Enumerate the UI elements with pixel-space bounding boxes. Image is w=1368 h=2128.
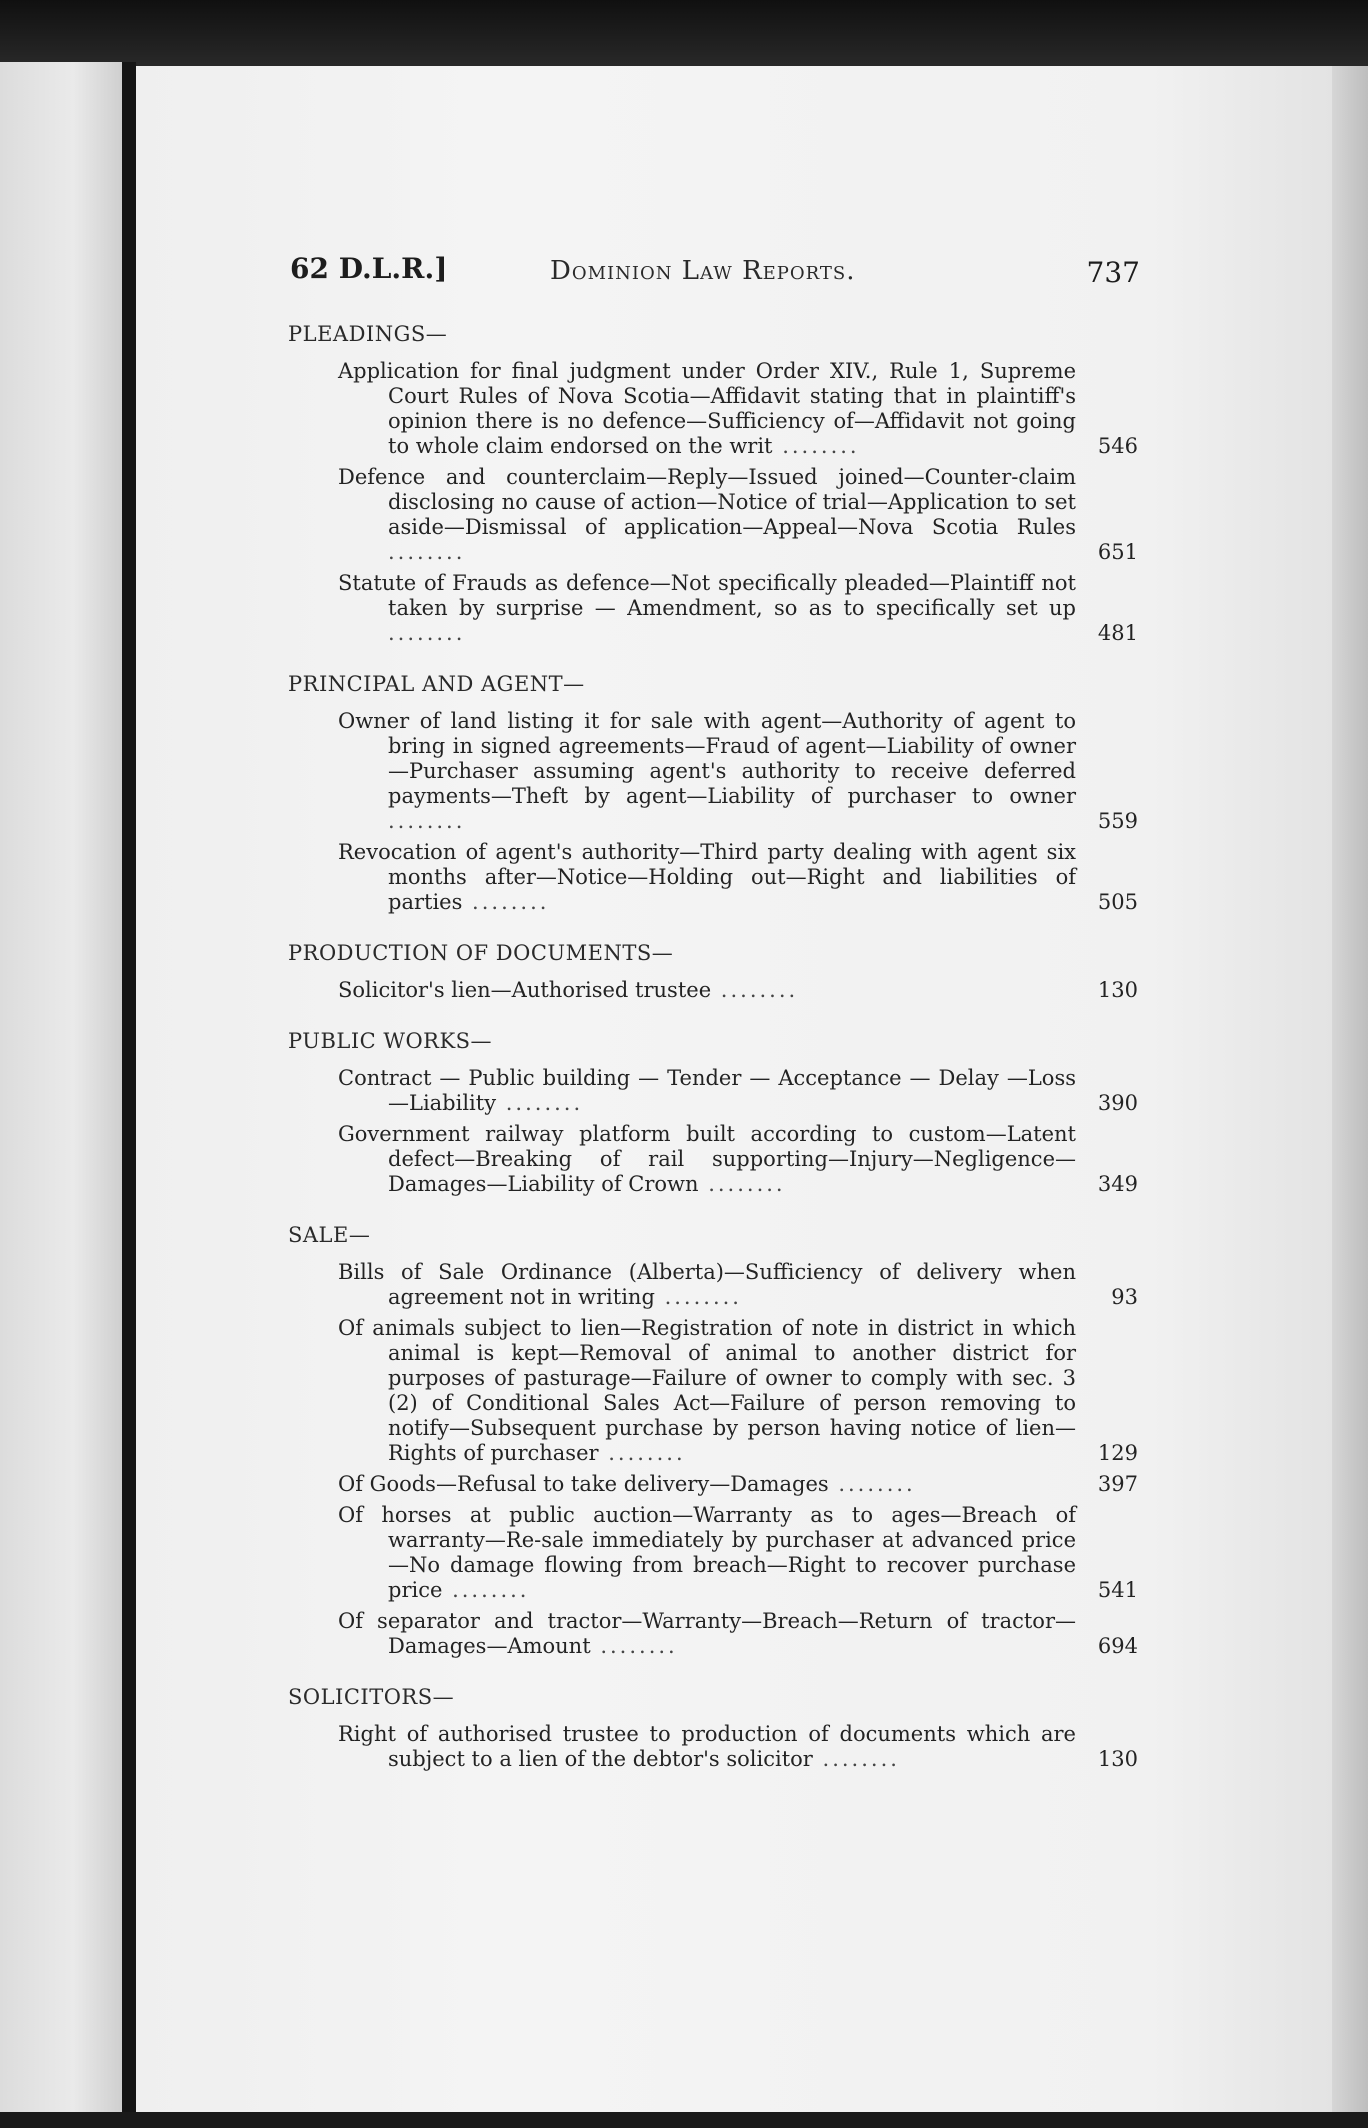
dot-leader: ........	[388, 621, 466, 645]
index-section	[288, 1223, 1138, 1659]
entry-page-number: 694	[1097, 1634, 1138, 1658]
dot-leader: ........	[828, 1472, 916, 1496]
book-binding	[122, 62, 136, 2128]
index-entry	[288, 840, 1138, 915]
entry-page-number: 559	[1097, 809, 1138, 833]
running-header	[290, 252, 1140, 302]
dot-leader: ........	[812, 1747, 900, 1771]
entry-page-number: 651	[1097, 540, 1138, 564]
index-section	[288, 322, 1138, 646]
entry-page-number: 130	[1097, 978, 1138, 1002]
index-entry	[288, 1503, 1138, 1603]
index-section	[288, 1685, 1138, 1772]
index-section	[288, 672, 1138, 915]
entry-text: Of horses at public auction—Warranty as to ages—Breach of warranty—Re-sale immediately by purchaser at advanced price—No damage flowing from breach—Right to recover purchase price	[338, 1503, 1076, 1602]
index-entry	[288, 465, 1138, 565]
dot-leader: ........	[711, 978, 799, 1002]
index-entry	[288, 1316, 1138, 1466]
dot-leader: ........	[698, 1172, 786, 1196]
page-edge-right	[1332, 66, 1368, 2128]
dot-leader: ........	[598, 1441, 686, 1465]
entry-page-number: 129	[1097, 1441, 1138, 1465]
dot-leader: ........	[388, 809, 466, 833]
dot-leader: ........	[462, 890, 550, 914]
entry-page-number: 93	[1111, 1285, 1138, 1309]
scan-top-edge	[0, 0, 1368, 70]
index-entry	[288, 1122, 1138, 1197]
section-title: PUBLIC WORKS—	[288, 1029, 493, 1053]
entry-text: Owner of land listing it for sale with agent—Authority of agent to bring in signed agreements—Fraud of agent—Liability of owner—Purchaser assuming agent's authority to receive deferred payments—Theft by agent—Liability of purchaser to owner	[338, 709, 1076, 808]
dot-leader: ........	[442, 1578, 530, 1602]
index-entry	[288, 978, 1138, 1003]
entry-page-number: 390	[1097, 1091, 1138, 1115]
entry-text: Statute of Frauds as defence—Not specifically pleaded—Plaintiff not taken by surprise — Amendment, so as to specifically set up	[338, 571, 1076, 620]
entry-page-number: 541	[1097, 1578, 1138, 1602]
entry-page-number: 349	[1097, 1172, 1138, 1196]
entry-page-number: 505	[1097, 890, 1138, 914]
section-title: SALE—	[288, 1223, 371, 1247]
page-number: 737	[1086, 256, 1140, 289]
index-entry	[288, 1722, 1138, 1772]
publication-title: Dominion Law Reports.	[550, 256, 856, 286]
scan-bottom-edge	[0, 2112, 1368, 2128]
index-entry	[288, 1260, 1138, 1310]
entry-text: Revocation of agent's authority—Third party dealing with agent six months after—Notice—Holding out—Right and liabilities of parties	[338, 840, 1076, 914]
entry-text: Application for final judgment under Order XIV., Rule 1, Supreme Court Rules of Nova Scotia—Affidavit stating that in plaintiff's opinion there is no defence—Sufficiency of—Affidavit not going to whole claim endorsed on the writ	[338, 359, 1076, 458]
dot-leader: ........	[772, 434, 860, 458]
index-entry	[288, 1472, 1138, 1497]
entry-text: Defence and counterclaim—Reply—Issued joined—Counter-claim disclosing no cause of action—Notice of trial—Application to set aside—Dismissal of application—Appeal—Nova Scotia Rules	[338, 465, 1076, 539]
entry-text: Solicitor's lien—Authorised trustee	[338, 978, 712, 1002]
entry-text: Contract — Public building — Tender — Acceptance — Delay —Loss—Liability	[338, 1066, 1076, 1115]
index-entry	[288, 1609, 1138, 1659]
facing-page-edge	[0, 62, 122, 2112]
index-entry	[288, 1066, 1138, 1116]
dot-leader: ........	[388, 540, 466, 564]
entry-text: Right of authorised trustee to production of documents which are subject to a lien of the debtor's solicitor	[338, 1722, 1076, 1771]
entry-page-number: 481	[1097, 621, 1138, 645]
dot-leader: ........	[496, 1091, 584, 1115]
entry-text: Of animals subject to lien—Registration of note in district in which animal is kept—Removal of animal to another district for purposes of pasturage—Failure of owner to comply with sec. 3 (2) of Conditional Sales Act—Failure of person removing to notify—Subsequent purchase by person having notice of lien—Rights of purchaser	[338, 1316, 1076, 1465]
entry-page-number: 546	[1097, 434, 1138, 458]
index-section	[288, 941, 1138, 1003]
entry-page-number: 130	[1097, 1747, 1138, 1771]
entry-text: Government railway platform built according to custom—Latent defect—Breaking of rail supporting—Injury—Negligence—Damages—Liability of Crown	[338, 1122, 1076, 1196]
entry-text: Of separator and tractor—Warranty—Breach—Return of tractor—Damages—Amount	[338, 1609, 1076, 1658]
section-title: PRODUCTION OF DOCUMENTS—	[288, 941, 674, 965]
section-title: PLEADINGS—	[288, 322, 448, 346]
dot-leader: ........	[654, 1285, 742, 1309]
index-entry	[288, 571, 1138, 646]
index-section	[288, 1029, 1138, 1197]
section-title: SOLICITORS—	[288, 1685, 455, 1709]
section-title: PRINCIPAL AND AGENT—	[288, 672, 585, 696]
index-entry	[288, 359, 1138, 459]
index-content	[288, 322, 1138, 1798]
entry-page-number: 397	[1097, 1472, 1138, 1496]
dot-leader: ........	[590, 1634, 678, 1658]
entry-text: Of Goods—Refusal to take delivery—Damages	[338, 1472, 829, 1496]
volume-label: 62 D.L.R.]	[290, 252, 448, 285]
index-entry	[288, 709, 1138, 834]
entry-text: Bills of Sale Ordinance (Alberta)—Sufficiency of delivery when agreement not in writing	[338, 1260, 1076, 1309]
